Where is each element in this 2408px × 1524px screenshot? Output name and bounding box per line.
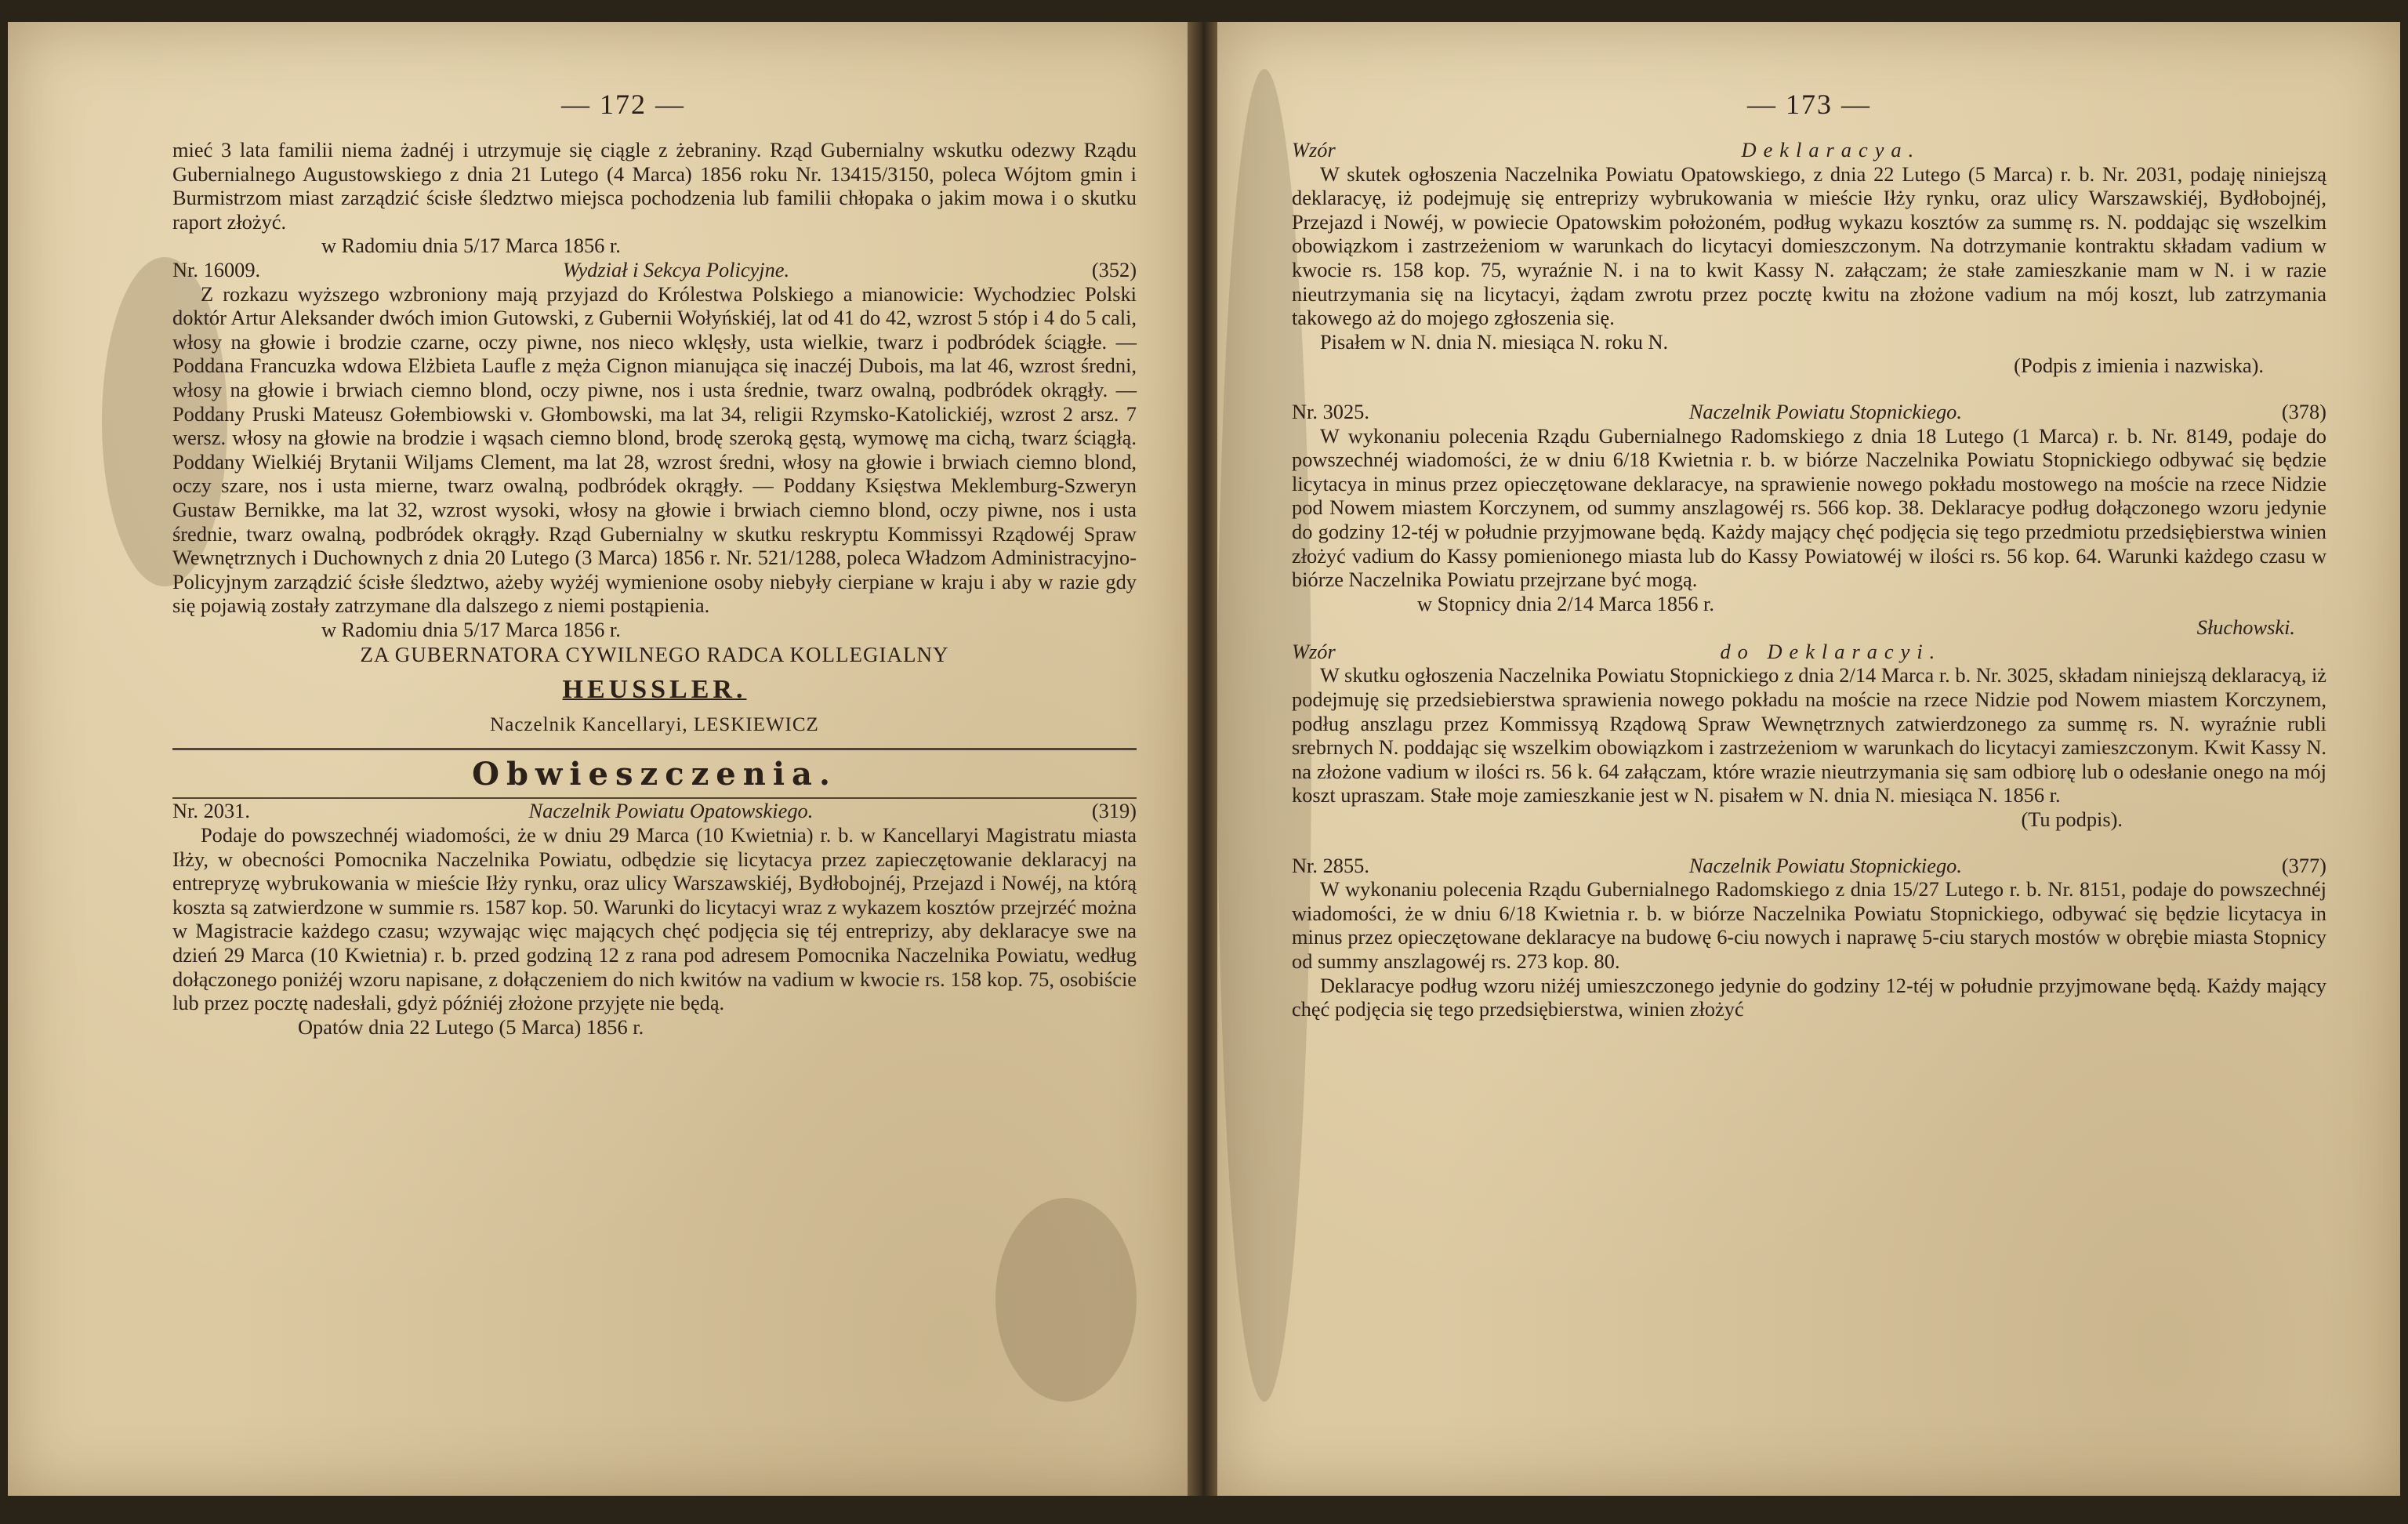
- right-page: [1217, 22, 2400, 1496]
- notice-ref: (377): [2281, 853, 2326, 877]
- intro-paragraph: mieć 3 lata familii niema żadnéj i utrzymuje się ciągle z żebraniny. Rząd Gubernialny wskutku odezwy Rządu Gubernialnego Augustowskiego z dnia 21 Lutego (4 Marca) 1856 roku Nr. 13415/3150, poleca Wójtom gmin i Burmistrzom miast zarządzić ścisłe śledztwo miejsca pochodzenia lub familii chłopaka o jakim mowa i o skutku raport złożyć.: [172, 138, 1137, 234]
- notice-body: W wykonaniu polecenia Rządu Gubernialnego Radomskiego z dnia 15/27 Lutego r. b. Nr. 8151, podaje do powszechnéj wiadomości, że w dniu 6/18 Kwietnia r. b. w biórze Naczelnika Powiatu Stopnickiego, odbywać się będzie licytacya in minus przez opieczętowane deklaracye na budowę 6-ciu nowych i naprawę 5-ciu starych mostów w obrębie miasta Stopnicy od summy anszlagowéj rs. 273 kop. 80.: [1292, 877, 2326, 973]
- notice-body: Z rozkazu wyższego wzbroniony mają przyjazd do Królestwa Polskiego a mianowicie: Wychodziec Polski doktór Artur Aleksander dwóch imion Gutowski, z Gubernii Wołyńskiéj, lat od 41 do 42, wzrost 5 stóp i 4 do 5 cali, włosy na głowie i brodzie czarne, oczy piwne, nos nieco wklęsły, usta wielkie, twarz i podbródek ściągłe. — Poddana Francuzka wdowa Elżbieta Laufle z męża Cignon mianująca się inaczéj Dubois, ma lat 46, wzrost średni, włosy na głowie i brwiach ciemno blond, oczy piwne, nos i usta średnie, twarz owalną, podbródek okrągły. — Poddany Pruski Mateusz Gołembiowski v. Głombowski, ma lat 34, religii Rzymsko-Katolickiéj, wzrost 2 arsz. 7 wersz. włosy na głowie na brodzie i wąsach ciemno blond, brodę szeroką gęstą, wymowę ma cichą, twarz ściągłą. Poddany Wielkiéj Brytanii Wiljams Clement, ma lat 28, wzrost średni, włosy na głowie i brwiach ciemno blond, oczy szare, nos i usta mierne, twarz owalną, podbródek okrągły. — Poddany Księstwa Meklemburg-Szweryn Gustaw Bernikke, ma lat 32, wzrost wysoki, włosy na głowie i brwiach ciemno blond, oczy piwne, nos i usta średnie, twarz owalną, podbródek okrągły. Rząd Gubernialny w skutku reskryptu Kommissyi Rządowéj Spraw Wewnętrznych i Duchownych z dnia 20 Lutego (3 Marca) 1856 r. Nr. 521/1288, poleca Władzom Administracyjno-Policyjnym zarządzić ścisłe śledztwo, ażeby wyżéj wymienione osoby niebyły cierpiane w kraju i aby w razie gdy się pojawią zostały zatrzymane dla dalszego z niemi postąpienia.: [172, 281, 1137, 618]
- page-number: — 172 —: [561, 89, 685, 120]
- section-divider: [172, 797, 1137, 799]
- notice-body: W wykonaniu polecenia Rządu Gubernialnego Radomskiego z dnia 18 Lutego (1 Marca) r. b. Nr. 8149, podaje do powszechnéj wiadomości, że w dniu 6/18 Kwietnia r. b. w biórze Naczelnika Powiatu Stopnickiego odbywać się będzie licytacya in minus przez opieczętowane deklaracye, na sprawienie nowego pokładu mostowego na moście na rzece Nidzie pod Nowem miastem Korczynem, od summy anszlagowéj rs. 566 kop. 38. Deklaracye podług dołączonego wzoru jedynie do godziny 12-téj w południe przyjmowane będą. Każdy mający chęć podjęcia się tego przedmiotu przedsiębierstwa winien złożyć vadium do Kassy pomienionego miasta lub do Kassy Powiatowéj w ilości rs. 56 kop. 64. Warunki każdego czasu w biórze Naczelnika Powiatu przejrzane być mogą.: [1292, 423, 2326, 592]
- notice-header: [172, 258, 1137, 282]
- form-header: [1292, 640, 2326, 664]
- section-title: Obwieszczenia.: [472, 756, 837, 793]
- form-signature: (Tu podpis).: [2021, 807, 2123, 832]
- form-header: [1292, 138, 2326, 162]
- notice-body: Podaje do powszechnéj wiadomości, że w dniu 29 Marca (10 Kwietnia) r. b. w Kancellaryi Magistratu miasta Iłży, w obecności Pomocnika Naczelnika Powiatu, odbędzie się licytacya przez zapieczętowanie deklaracyj na entrepryzę wybrukowania w mieście Iłży rynku, oraz ulicy Warszawskiéj, Bydłobojnéj, Przejazd i Nowéj, na którą koszta są zatwierdzone w summie rs. 1587 kop. 50. Warunki do licytacyi wraz z wykazem kosztów przejrzéć można w Magistracie każdego czasu; wzywając więc mających chęć podjęcia się téj entreprizy, aby deklaracye swe na dzień 29 Marca (10 Kwietnia) r. b. przed godziną 12 z rana pod adresem Pomocnika Naczelnika Powiatu, według dołączonego poniżéj wzoru napisane, z dołączeniem do nich kwitów na vadium w kwocie rs. 158 kop. 75, osobiście lub przez pocztę nadesłali, gdyż późniéj złożone przyjęte nie będą.: [172, 823, 1137, 1015]
- form-title: do Deklaracyi.: [1720, 639, 1942, 663]
- notice-header: [172, 799, 1137, 823]
- notice-number: Nr. 3025.: [1292, 399, 1369, 423]
- notice-number: Nr. 2031.: [172, 799, 250, 823]
- notice-title: Naczelnik Powiatu Stopnickiego.: [1688, 853, 1962, 877]
- notice-number: Nr. 16009.: [172, 257, 261, 281]
- notice-date: Opatów dnia 22 Lutego (5 Marca) 1856 r.: [298, 1014, 644, 1039]
- page-number: — 173 —: [1747, 89, 1871, 120]
- signature-line: ZA GUBERNATORA CYWILNEGO RADCA KOLLEGIALNY: [360, 643, 949, 667]
- notice-header: [1292, 400, 2326, 424]
- form-label: Wzór: [1292, 639, 1336, 663]
- form-place: Pisałem w N. dnia N. miesiąca N. roku N.: [1320, 329, 1669, 354]
- form-body: W skutek ogłoszenia Naczelnika Powiatu Opatowskiego, z dnia 22 Lutego (5 Marca) r. b. Nr. 2031, podaję niniejszą deklaracyę, iż podejmuję się entreprizy wybrukowania w mieście Iłży rynku, oraz ulicy Warszawskiéj, Bydłobojnéj, Przejazd i Nowéj, w powiecie Opatowskim położoném, podług wykazu kosztów za summę rs. N. poddając się wszelkim obowiązkom i zastrzeżeniom w warunkach do licytacyi domieszczonym. Na dotrzymanie kontraktu składam vadium w kwocie rs. 158 kop. 75, wyraźnie N. i na to kwit Kassy N. załączam; że stałe zamieszkanie mam w N. i w razie nieutrzymania się na licytacyi, żądam zwrotu przez pocztę kwitu na złożone vadium na mój koszt, lub zatrzymania takowego aż do mojego zgłoszenia się.: [1292, 161, 2326, 330]
- notice-title: Wydział i Sekcya Policyjne.: [562, 257, 790, 281]
- section-divider: [172, 748, 1137, 750]
- signature-chancellery: Naczelnik Kancellaryi, LESKIEWICZ: [490, 714, 819, 736]
- notice-title: Naczelnik Powiatu Opatowskiego.: [528, 799, 814, 823]
- notice-signature: Słuchowski.: [2196, 615, 2295, 640]
- left-page: [8, 22, 1188, 1496]
- notice-number: Nr. 2855.: [1292, 853, 1369, 877]
- notice-title: Naczelnik Powiatu Stopnickiego.: [1688, 399, 1962, 423]
- notice-date: w Stopnicy dnia 2/14 Marca 1856 r.: [1417, 591, 1714, 615]
- notice-ref: (378): [2281, 399, 2326, 423]
- notice-body-continued: Deklaracye podług wzoru niżéj umieszczonego jedynie do godziny 12-téj w południe przyjmowane będą. Każdy mający chęć podjęcia się tego przedsiębierstwa, winien złożyć: [1292, 973, 2326, 1021]
- form-body: W skutku ogłoszenia Naczelnika Powiatu Stopnickiego z dnia 2/14 Marca r. b. Nr. 3025, składam niniejszą deklaracyą, iż podejmuję się przedsiebierstwa sprawienia nowego pokładu na moście na rzece Nidzie pod Nowem miastem Korczynem, podług anszlagu przez Kommissyą Rządową Spraw Wewnętrznych zatwierdzonego za summę rs. N. wyraźnie rubli srebrnych N. poddając się wszelkim obowiązkom i zastrzeżeniom w warunkach do licytacyi zamieszczonym. Kwit Kassy N. na złożone vadium w ilości rs. 56 k. 64 załączam, które wrazie nieutrzymania się sam odbiorę lub o odesłanie onego na mój koszt upraszam. Stałe moje zamieszkanie jest w N. pisałem w N. dnia N. miesiąca N. 1856 r.: [1292, 663, 2326, 807]
- form-label: Wzór: [1292, 138, 1336, 161]
- notice-ref: (319): [1091, 799, 1137, 823]
- notice-date: w Radomiu dnia 5/17 Marca 1856 r.: [321, 617, 621, 641]
- intro-date: w Radomiu dnia 5/17 Marca 1856 r.: [321, 234, 621, 258]
- form-title: Deklaracya.: [1741, 138, 1921, 161]
- book-gutter: [1188, 22, 1217, 1496]
- notice-header: [1292, 854, 2326, 878]
- notice-ref: (352): [1091, 257, 1137, 281]
- form-signature: (Podpis z imienia i nazwiska).: [2014, 354, 2264, 378]
- signature-name: HEUSSLER.: [562, 675, 747, 705]
